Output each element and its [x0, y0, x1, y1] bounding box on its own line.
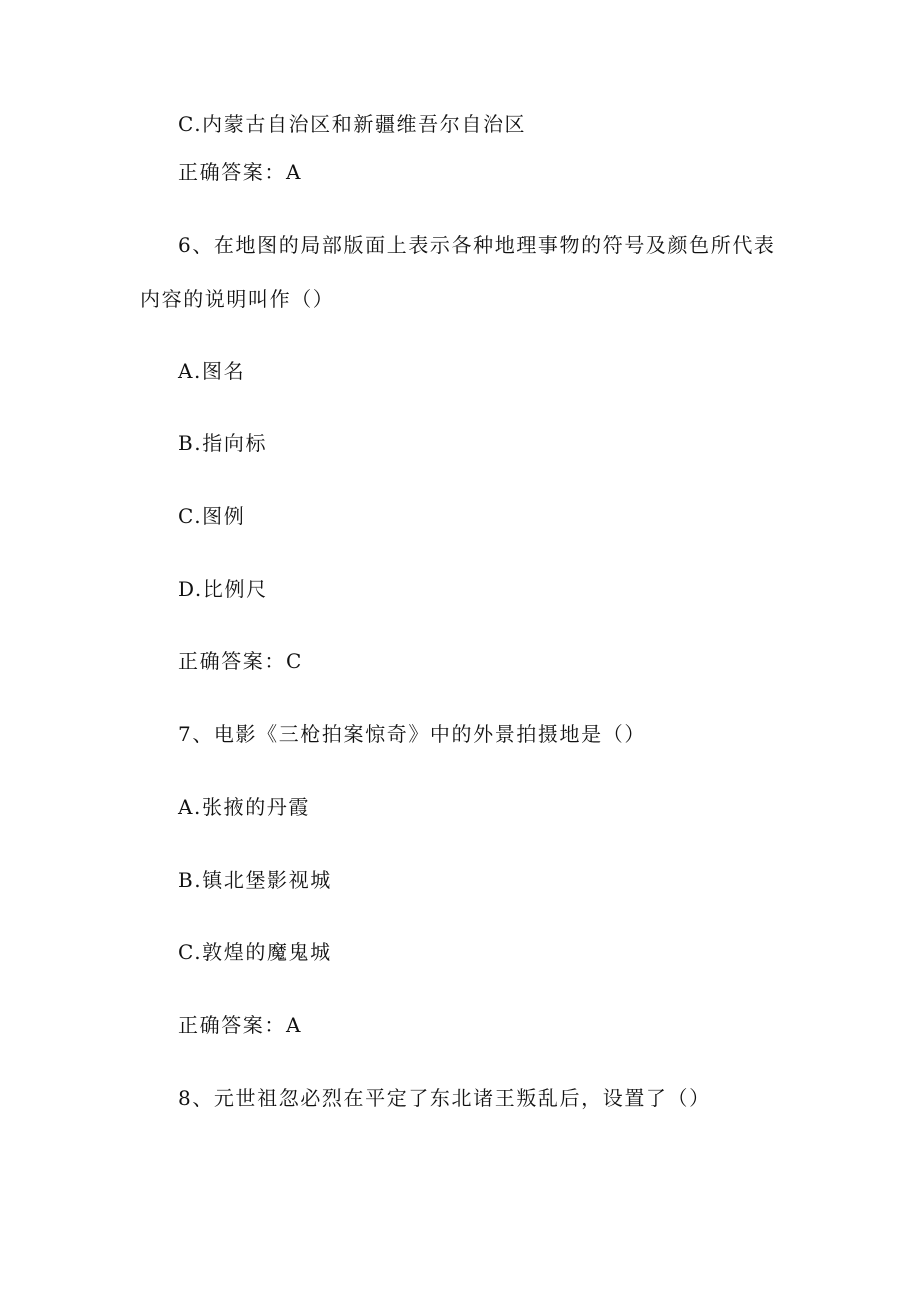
- q7-option-a: A.张掖的丹霞: [178, 795, 311, 819]
- q6-option-c: C.图例: [178, 504, 246, 528]
- q6-option-b: B.指向标: [178, 431, 268, 455]
- q7-option-b: B.镇北堡影视城: [178, 868, 332, 892]
- q6-option-d: D.比例尺: [178, 577, 268, 601]
- q7-option-c: C.敦煌的魔鬼城: [178, 940, 332, 964]
- q7-answer: 正确答案：A: [178, 1013, 303, 1037]
- q6-stem-line2: 内容的说明叫作（）: [140, 287, 335, 311]
- q5-answer: 正确答案：A: [178, 160, 303, 184]
- q7-stem: 7、电影《三枪拍案惊奇》中的外景拍摄地是（）: [178, 722, 646, 746]
- q6-answer: 正确答案：C: [178, 649, 303, 673]
- q6-stem-line1: 6、在地图的局部版面上表示各种地理事物的符号及颜色所代表: [178, 233, 776, 257]
- q6-option-a: A.图名: [178, 359, 246, 383]
- q5-option-c: C.内蒙古自治区和新疆维吾尔自治区: [178, 112, 527, 136]
- q8-stem: 8、元世祖忽必烈在平定了东北诸王叛乱后，设置了（）: [178, 1086, 711, 1110]
